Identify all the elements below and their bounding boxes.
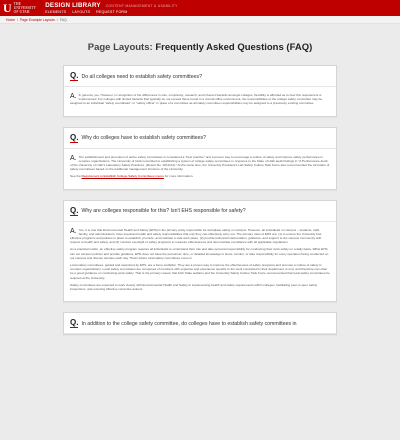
question-text: In addition to the college safety committee, do colleges have to establish safety committees in <box>81 320 297 327</box>
faq-question[interactable] <box>64 201 336 222</box>
question-marker: Q. <box>70 71 79 80</box>
faq-question[interactable] <box>64 313 336 334</box>
answer-paragraph: Safety committees are expected to work closely with Environmental Health and Safety in implementing health and safety requirements within colleges, facilitating peer-to-peer safety inspections, and ensuring effective corrective actions. <box>70 282 318 292</box>
breadcrumb-current: FAQ <box>59 17 67 22</box>
answer-marker: A. <box>70 93 77 100</box>
nav-request-form[interactable]: REQUEST FORM <box>96 10 128 14</box>
question-marker: Q. <box>70 318 79 328</box>
question-text: Why are colleges responsible for this? Isn't EHS responsible for safety? <box>81 208 246 215</box>
breadcrumb-home[interactable]: Home <box>6 17 16 22</box>
answer-paragraph: Yes, it is true that Environmental Health and Safety (EHS) is the primary entity responsible for workplace safety on campus. However, all individuals on campus – students, staff, faculty, and administrators, have important health and safety responsibilities that only they can effectively carry out. The primary roles of EHS are: (1) to ensure the University has effective programs and policies in place to establish, promote, and maintain a safe work place, (2) provide technical interpretation, guidance, and support to the campus community with respect to health and safety, and (3) conduct oversight of safety programs to measure effectiveness and demonstrate compliance with all applicable regulations. <box>70 227 322 245</box>
faq-answer <box>64 222 336 302</box>
faq-item <box>63 65 337 117</box>
faq-answer <box>64 87 336 116</box>
site-title[interactable]: DESIGN LIBRARY <box>45 2 101 9</box>
faq-question[interactable] <box>64 66 336 87</box>
faq-question[interactable] <box>64 128 336 149</box>
answer-marker: A. <box>70 154 77 162</box>
answer-paragraph: Local safety committees, guided and supported by EHS, are a force-multiplier. They are a proven way to improve the effectiveness of safety programs and promote a culture of safety in complex organizations. Local safety committees are composed of members with expertise and experience specific to the work conducted in their department or unit, and therefore can often be a good guidance on conducting work safely. That is the primary reason that both State auditors and the University Safety Culture Task Force recommended that local safety committees be required at the University. <box>70 263 330 280</box>
top-header <box>0 0 400 16</box>
answer-paragraph: In general, yes. However, in recognition of the differences in size, complexity, research, and inherent hazards amongst colleges, flexibility is afforded as to how this requirement is implemented. For colleges with limited hazards that typically do not exceed those found in a normal office environment, the responsibilities of the college safety committee may be assigned to an individual "safety coordinator" or "safety officer" in place of a committee as all safety committee responsibilities may be assigned to a previously existing committee. <box>70 93 323 106</box>
logo-wordmark: THE UNIVERSITY OF UTAH <box>13 2 37 14</box>
site-subtitle: CONTENT MANAGEMENT & USABILITY <box>105 4 178 8</box>
breadcrumb-page-example-layouts[interactable]: Page Example Layouts <box>20 17 55 22</box>
question-marker: Q. <box>70 132 79 142</box>
faq-item <box>63 312 337 335</box>
committees-memo-link[interactable]: Requirement to Establish College Safety Committees memo <box>81 174 164 179</box>
question-text: Why do colleges have to establish safety committees? <box>81 135 207 142</box>
nav-elements[interactable]: ELEMENTS <box>45 10 67 14</box>
main-content <box>0 24 400 440</box>
faq-answer <box>64 149 336 189</box>
answer-paragraph: The establishment and promotion of active safety committees is considered a "best practice" and a proven way to encourage a culture of safety and improve safety performance in complex organizations. The University of Utah committed to establishing a system of college safety committees in response to the State of Utah audit findings in "A Performance Audit of the University of Utah's Laboratory Safety Practices, (Report No. 2019-04)." At the same time, the University President's Lab Safety Culture Task Force also recommended the formation of safety committees based on the traditional management structure of the University. <box>70 154 330 172</box>
answer-marker: A. <box>70 227 77 235</box>
answer-paragraph: As a practical matter, an effective safety program requires all individuals to understand their role and take personal responsibility for conducting their work safely on a daily basis. While EHS can set campus policies and provide guidance, EHS does not have the personnel, time, or detailed knowledge to know, monitor, or take responsibility for every operation being conducted on our campus and diverse campus each day. That's where local safety committees come in. <box>70 247 329 260</box>
breadcrumb: Home / Page Example Layouts / FAQ <box>0 16 400 24</box>
answer-paragraph: See the Requirement to Establish College Safety Committees memo for more information. <box>70 174 194 179</box>
main-nav <box>45 10 178 14</box>
faq-item <box>63 200 337 303</box>
site-brand <box>39 0 178 16</box>
question-text: Do all colleges need to establish safety committees? <box>81 73 202 80</box>
page-title: Page Layouts: Frequently Asked Questions (FAQ) <box>87 42 313 53</box>
logo-mark: U <box>3 1 12 15</box>
question-marker: Q. <box>70 205 79 215</box>
faq-item <box>63 127 337 190</box>
nav-layouts[interactable]: LAYOUTS <box>72 10 91 14</box>
university-logo[interactable] <box>0 0 39 16</box>
